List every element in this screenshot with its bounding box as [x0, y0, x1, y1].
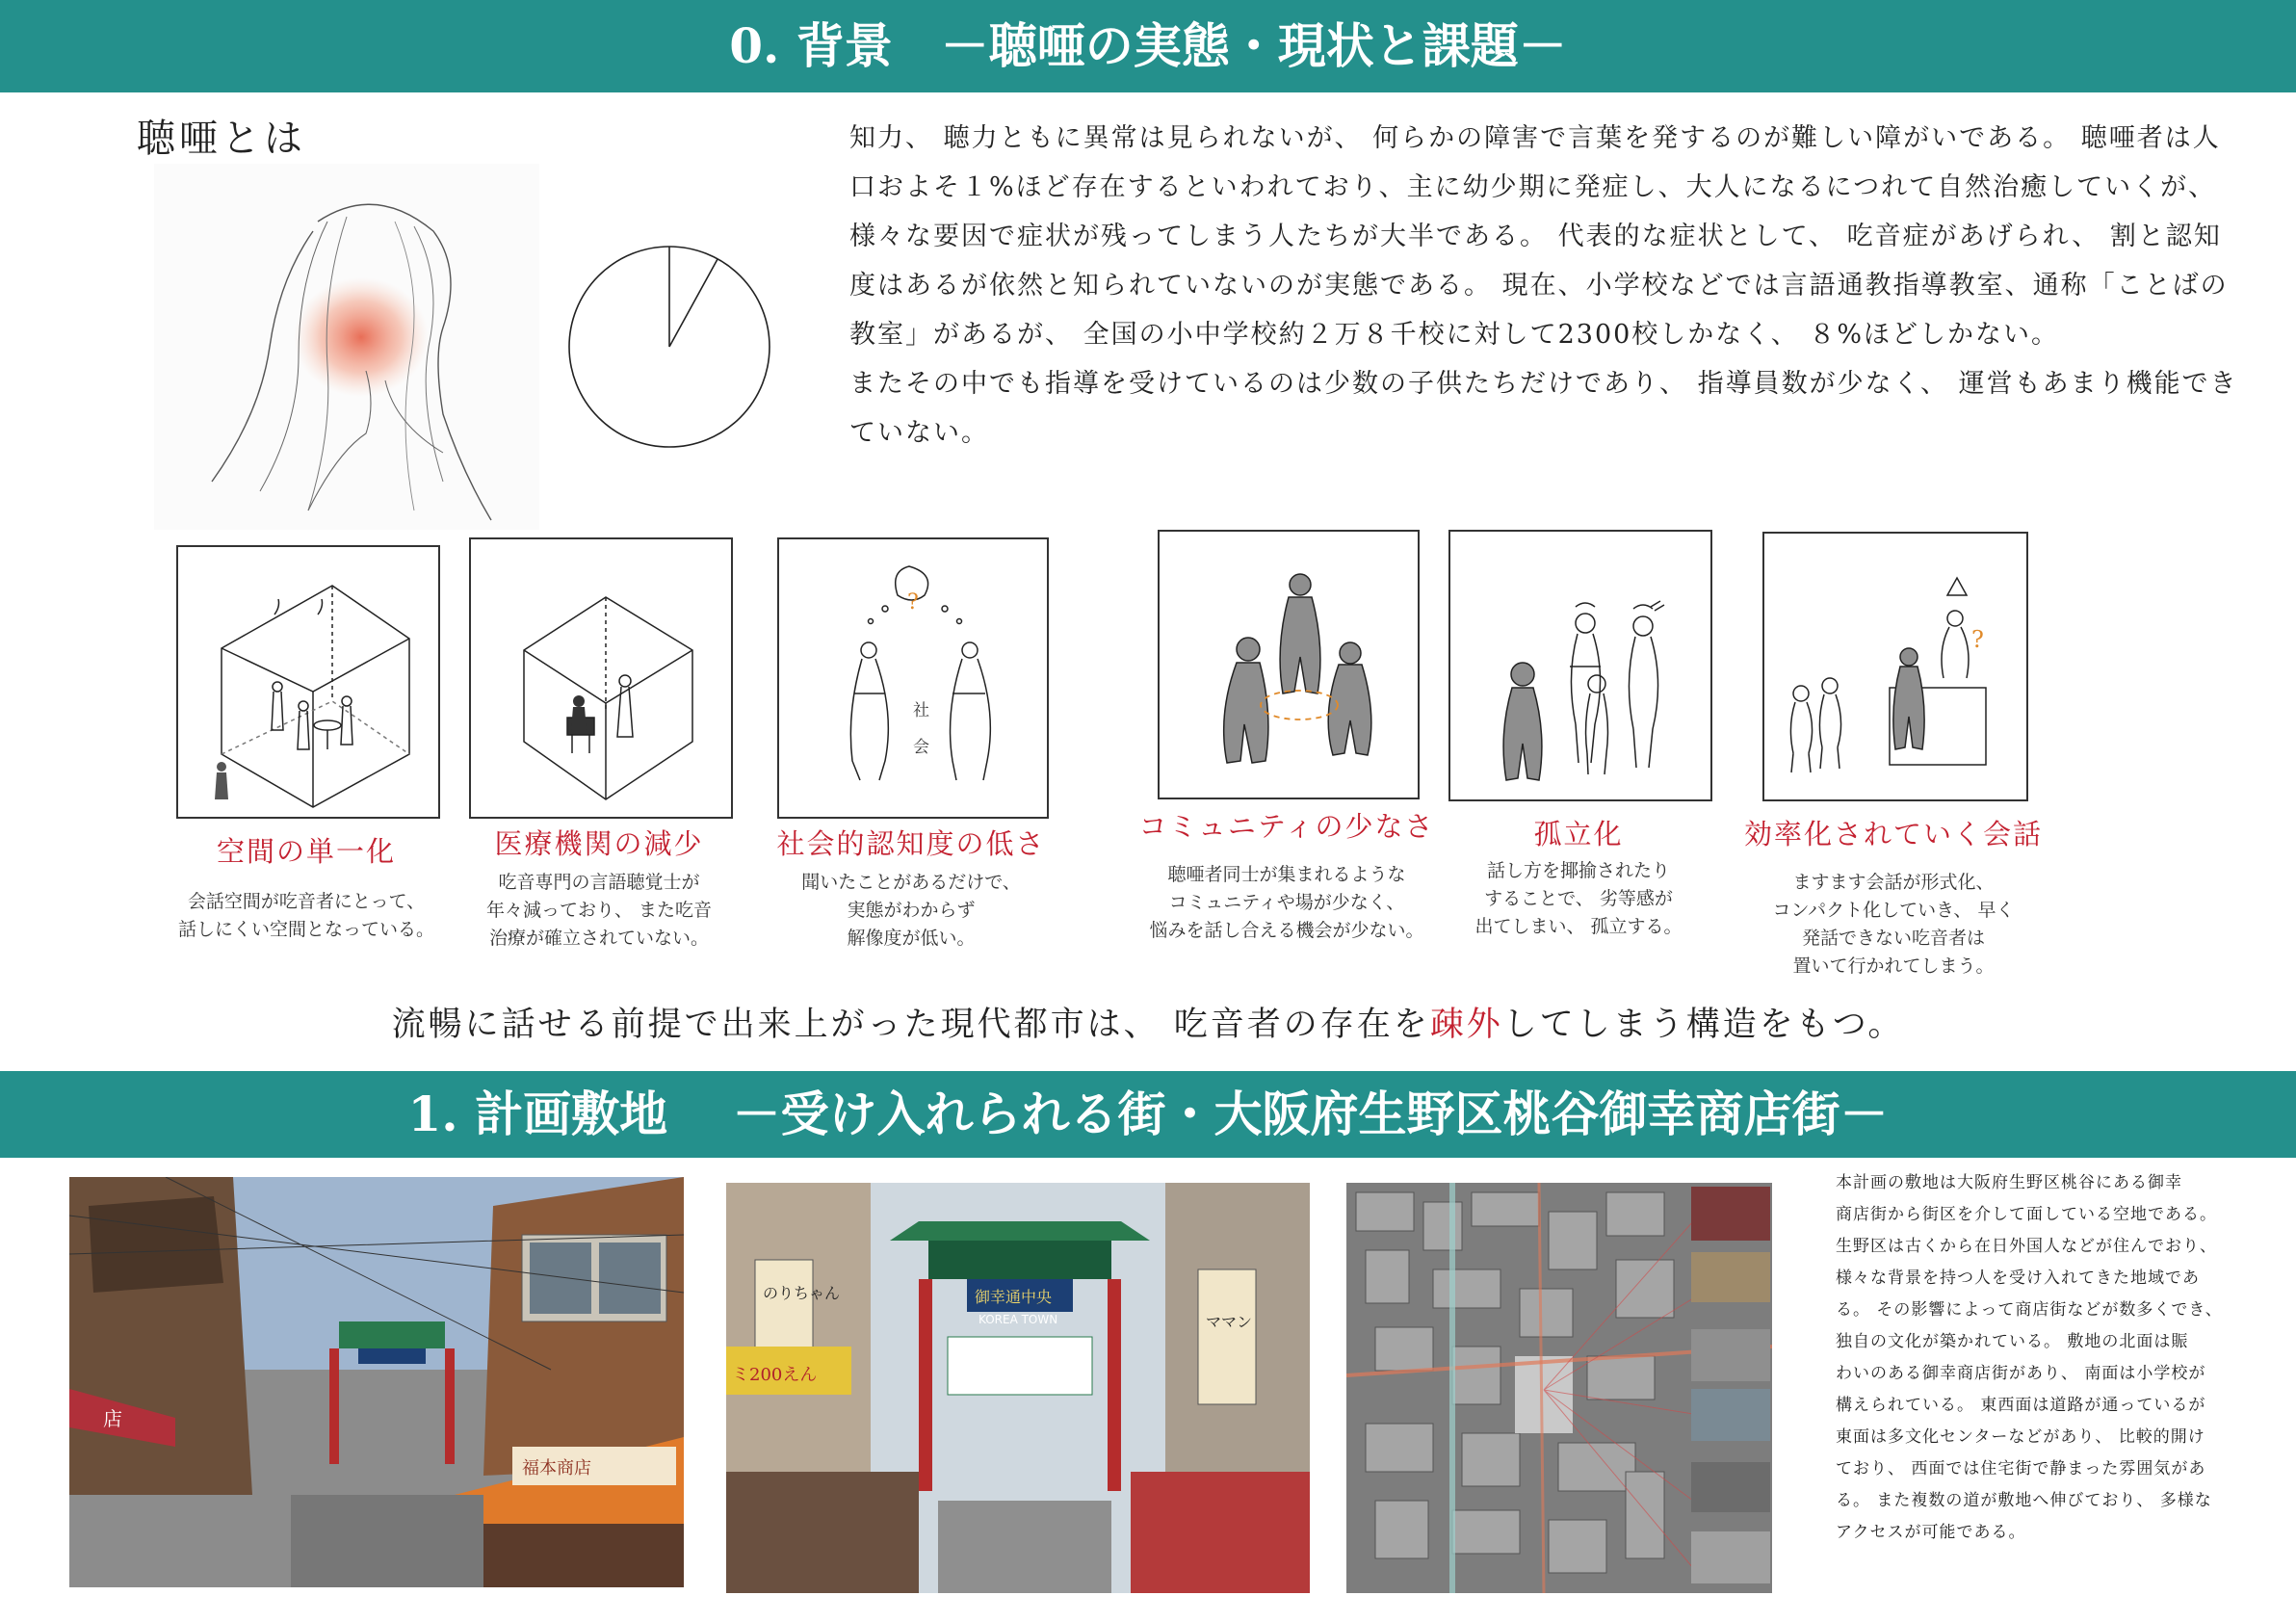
panel-desc-line: することで、 劣等感が	[1484, 888, 1673, 909]
panel-title: コミュニティの少なさ	[1138, 810, 1435, 843]
street-photo	[69, 1177, 684, 1587]
panel-desc-line: 解像度が低い。	[847, 928, 976, 949]
site-thumbnail	[1691, 1389, 1770, 1441]
section-title: 1. 計画敷地 －受け入れられる街・大阪府生野区桃谷御幸商店街－	[407, 1086, 1889, 1142]
site-thumbnail	[1691, 1252, 1770, 1302]
panel-desc-line: 聴唖者同士が集まれるような	[1167, 864, 1406, 885]
pie-chart	[563, 241, 775, 453]
gate-subtitle: KOREA TOWN	[978, 1313, 1058, 1326]
panel-figure-isolation	[1448, 530, 1712, 801]
site-thumbnail	[1691, 1531, 1770, 1583]
conclusion-statement	[0, 998, 2296, 1046]
site-text-line: 構えられている。 東西面は道路が通っているが	[1836, 1396, 2206, 1415]
panel-title: 効率化されていく会話	[1743, 818, 2043, 850]
intro-paragraph: 知力、 聴力ともに異常は見られないが、 何らかの障害で言葉を発するのが難しい障がいである。 聴唖者は人口およそ１%ほど存在するといわれており、主に幼少期に発症し、大人になるにつれて自然治癒していくが、様々な要因で症状が残ってしまう人たちが大半である。 代表的な症状として、 吃音症があげられ、 割と認知度はあるが依然と知られていないのが実態である。 現在、小学校などでは言語通教指導教室、通称「ことばの教室」があるが、 全国の小中学校約２万８千校に対して2300校しかなく、 ８%ほどしかない。	[849, 123, 2229, 350]
site-text-line: 本計画の敷地は大阪府生野区桃谷にある御幸	[1836, 1173, 2182, 1192]
society-label: 社	[913, 701, 929, 720]
panel-description	[453, 869, 745, 953]
question-mark-icon: ?	[1971, 626, 1984, 653]
question-mark-icon: ?	[907, 590, 919, 615]
panel-description	[1747, 869, 2040, 981]
panel-description	[154, 888, 458, 944]
panel-desc-line: 置いて行かれてしまう。	[1792, 955, 1995, 977]
panel-desc-line: 出てしまい、 孤立する。	[1474, 916, 1683, 937]
panel-desc-line: 聞いたことがあるだけで、	[801, 872, 1021, 893]
site-thumbnail	[1691, 1187, 1770, 1241]
section-title: 0. 背景 －聴唖の実態・現状と課題－	[729, 17, 1567, 74]
panel-desc-line: 話し方を揶揄されたり	[1486, 860, 1670, 881]
panel-desc-line: コミュニティや場が少なく、	[1168, 892, 1405, 913]
panel-desc-line: 発話できない吃音者は	[1801, 928, 1985, 949]
site-text-line: 様々な背景を持つ人を受け入れてきた地域であ	[1836, 1269, 2200, 1288]
panel-desc-line: 吃音専門の言語聴覚士が	[498, 872, 700, 893]
woman-illustration	[154, 164, 539, 530]
panel-figure-society	[777, 537, 1049, 819]
conclusion-highlight: 疎外	[1429, 1006, 1503, 1044]
section-header-background	[0, 1071, 2296, 1158]
panel-figure-conversation	[1762, 532, 2028, 801]
panel-desc-line: 話しにくい空間となっている。	[177, 919, 434, 940]
panel-desc-line: 実態がわからず	[847, 900, 976, 921]
section-header-background	[0, 0, 2296, 92]
site-text-line: 商店街から街区を介して面している空地である。	[1836, 1205, 2217, 1224]
panel-title: 医療機関の減少	[494, 827, 704, 860]
panel-figure-clinic	[469, 537, 733, 819]
conclusion-text: してしまう構造をもつ。	[1502, 1006, 1905, 1044]
panel-figure-community	[1158, 530, 1420, 799]
intro-paragraph: またその中でも指導を受けているのは少数の子供たちだけであり、 指導員数が少なく、 運営もあまり機能できていない。	[849, 369, 2238, 448]
site-text-line: 東面は多文化センターなどがあり、 比較的開け	[1836, 1427, 2205, 1447]
site-text-line: る。 また複数の道が敷地へ伸びており、 多様な	[1836, 1491, 2212, 1510]
intro-text	[849, 114, 2241, 458]
society-label: 会	[913, 738, 929, 757]
shop-sign: のりちゃん	[763, 1284, 841, 1302]
site-thumbnail	[1691, 1329, 1770, 1381]
shop-sign: ミ200えん	[732, 1365, 818, 1385]
panel-description	[1129, 861, 1445, 945]
shop-sign: 福本商店	[522, 1458, 591, 1478]
panel-desc-line: 会話空間が吃音者にとって、	[187, 891, 426, 912]
panel-desc-line: 悩みを話し合える機会が少ない。	[1149, 920, 1424, 941]
panel-figure-space	[176, 545, 440, 819]
panel-desc-line: 年々減っており、 また吃音	[485, 900, 713, 921]
panel-description	[761, 869, 1061, 953]
site-text-line: わいのある御幸商店街があり、 南面は小学校が	[1836, 1364, 2206, 1383]
site-text-line: 生野区は古くから在日外国人などが住んでおり、	[1836, 1237, 2217, 1256]
site-thumbnail	[1691, 1462, 1770, 1512]
panel-desc-line: コンパクト化していき、 早く	[1772, 900, 2015, 921]
conclusion-text: 流暢に話せる前提で出来上がった現代都市は、 吃音者の存在を	[391, 1006, 1430, 1044]
gate-photo	[726, 1183, 1310, 1593]
subsection-title: 聴唖とは	[137, 117, 306, 161]
panel-description	[1435, 857, 1722, 941]
gate-sign: 御幸通中央	[975, 1288, 1053, 1306]
panel-desc-line: ますます会話が形式化、	[1792, 872, 1995, 893]
site-text-line: アクセスが可能である。	[1836, 1523, 2026, 1542]
site-description	[1836, 1167, 2263, 1549]
panel-title: 空間の単一化	[216, 835, 396, 868]
site-text-line: る。 その影響によって商店街などが数多くでき、	[1836, 1300, 2223, 1320]
site-text-line: 独自の文化が築かれている。 敷地の北面は賑	[1836, 1332, 2189, 1351]
panel-title: 孤立化	[1533, 818, 1624, 850]
panel-title: 社会的認知度の低さ	[776, 827, 1046, 860]
site-text-line: ており、 西面では住宅街で静まった雰囲気があ	[1836, 1459, 2206, 1478]
shop-sign: ママン	[1206, 1313, 1253, 1331]
panel-desc-line: 治療が確立されていない。	[488, 928, 709, 949]
shop-sign: 店	[103, 1407, 122, 1430]
